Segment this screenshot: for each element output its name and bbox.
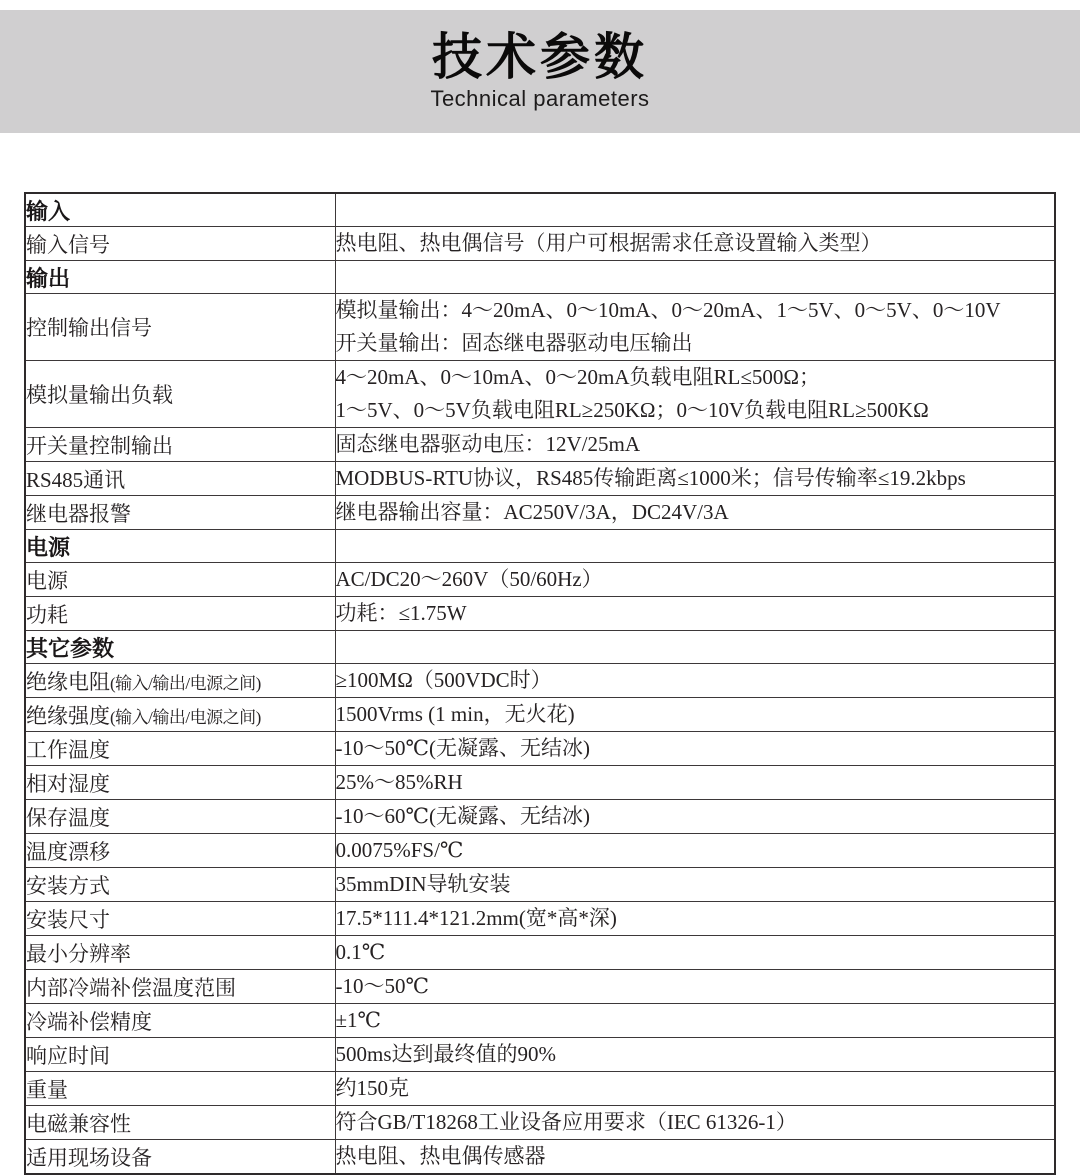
- param-value-line: 符合GB/T18268工业设备应用要求（IEC 61326-1）: [335, 1110, 797, 1134]
- param-label-cell: [25, 428, 335, 462]
- param-value-cell: [335, 462, 1055, 496]
- spec-row: [25, 428, 1055, 462]
- param-value-line: 开关量输出：固态继电器驱动电压输出: [335, 331, 693, 355]
- param-label: 继电器报警: [26, 501, 131, 526]
- param-value-cell: [335, 834, 1055, 868]
- param-label: 模拟量输出负载: [26, 383, 173, 407]
- param-label-note: (输入/输出/电源之间): [110, 707, 261, 727]
- param-value-line: 1～5V、0～5V负载电阻RL≥250KΩ；0～10V负载电阻RL≥500KΩ: [335, 398, 929, 422]
- param-value-line: 1500Vrms (1 min，无火花): [335, 702, 575, 726]
- spec-row: [25, 936, 1055, 970]
- param-value-cell: [335, 698, 1055, 732]
- param-value-line: MODBUS-RTU协议，RS485传输距离≤1000米；信号传输率≤19.2kbps: [335, 466, 966, 490]
- param-label-cell: [25, 1072, 335, 1106]
- param-label-cell: [25, 834, 335, 868]
- param-label-cell: [25, 563, 335, 597]
- param-value-cell: [335, 496, 1055, 530]
- param-value-line: 17.5*111.4*121.2mm(宽*高*深): [335, 906, 617, 930]
- param-label: 电磁兼容性: [26, 1111, 131, 1136]
- param-value-line: 继电器输出容量：AC250V/3A，DC24V/3A: [335, 500, 729, 524]
- param-value-line: -10～50℃: [335, 974, 429, 998]
- spec-row: [25, 664, 1055, 698]
- param-value-line: 500ms达到最终值的90%: [335, 1042, 556, 1066]
- param-label-cell: [25, 698, 335, 732]
- section-header-row: [25, 261, 1055, 294]
- param-value-line: 功耗：≤1.75W: [335, 601, 467, 625]
- section-header-row: [25, 193, 1055, 227]
- spec-row: [25, 698, 1055, 732]
- param-label-note: (输入/输出/电源之间): [110, 673, 261, 693]
- param-label: 重量: [26, 1077, 68, 1102]
- param-label-cell: [25, 631, 335, 664]
- param-value-cell: [335, 732, 1055, 766]
- spec-table: [24, 192, 1056, 1175]
- param-label-cell: [25, 193, 335, 227]
- title-banner: [0, 10, 1080, 133]
- param-value-cell: [335, 1106, 1055, 1140]
- spec-row: [25, 902, 1055, 936]
- param-label: 电源: [26, 568, 68, 593]
- param-value-cell: [335, 936, 1055, 970]
- param-label-cell: [25, 361, 335, 428]
- spec-row: [25, 834, 1055, 868]
- param-label: 电源: [26, 534, 71, 560]
- spec-row: [25, 496, 1055, 530]
- section-header-row: [25, 631, 1055, 664]
- spec-row: [25, 227, 1055, 261]
- param-value-cell: [335, 664, 1055, 698]
- param-label: RS485通讯: [26, 467, 126, 492]
- spec-row: [25, 1038, 1055, 1072]
- param-value-line: 4～20mA、0～10mA、0～20mA负载电阻RL≤500Ω；: [335, 365, 820, 389]
- param-value-cell: [335, 868, 1055, 902]
- param-value-line: 25%～85%RH: [335, 770, 463, 794]
- param-value-cell: [335, 800, 1055, 834]
- param-label-cell: [25, 1106, 335, 1140]
- param-value-cell: [335, 361, 1055, 428]
- param-label-cell: [25, 1004, 335, 1038]
- param-label-cell: [25, 800, 335, 834]
- spec-row: [25, 563, 1055, 597]
- param-value-line: AC/DC20～260V（50/60Hz）: [335, 567, 603, 591]
- param-label-cell: [25, 530, 335, 563]
- param-label-cell: [25, 732, 335, 766]
- param-value-cell: [335, 597, 1055, 631]
- param-value-cell: [335, 631, 1055, 664]
- param-label-cell: [25, 1140, 335, 1175]
- param-label-cell: [25, 868, 335, 902]
- param-label: 适用现场设备: [26, 1145, 152, 1170]
- page-subtitle: Technical parameters: [430, 85, 650, 111]
- param-value-cell: [335, 193, 1055, 227]
- spec-row: [25, 868, 1055, 902]
- spec-row: [25, 462, 1055, 496]
- param-label: 其它参数: [26, 635, 115, 661]
- param-label: 输入信号: [26, 232, 110, 257]
- param-label: 最小分辨率: [26, 941, 131, 966]
- param-value-line: 35mmDIN导轨安装: [335, 872, 511, 896]
- param-value-cell: [335, 563, 1055, 597]
- param-label: 绝缘强度: [26, 703, 110, 728]
- param-label-cell: [25, 462, 335, 496]
- spec-row: [25, 1106, 1055, 1140]
- param-value-line: 热电阻、热电偶信号（用户可根据需求任意设置输入类型）: [335, 231, 882, 255]
- param-label: 输出: [26, 265, 71, 291]
- param-label: 安装尺寸: [26, 907, 110, 932]
- param-label: 功耗: [26, 602, 68, 627]
- param-label-cell: [25, 664, 335, 698]
- param-label-cell: [25, 261, 335, 294]
- param-value-line: -10～50℃(无凝露、无结冰): [335, 736, 590, 760]
- param-value-cell: [335, 766, 1055, 800]
- param-label: 保存温度: [26, 805, 110, 830]
- param-label: 内部冷端补偿温度范围: [26, 975, 236, 1000]
- param-value-cell: [335, 261, 1055, 294]
- spec-row: [25, 732, 1055, 766]
- param-value-line: 0.0075%FS/℃: [335, 838, 464, 862]
- section-header-row: [25, 530, 1055, 563]
- spec-row: [25, 800, 1055, 834]
- param-label-cell: [25, 970, 335, 1004]
- param-label: 绝缘电阻: [26, 669, 110, 694]
- param-value-line: -10～60℃(无凝露、无结冰): [335, 804, 590, 828]
- param-label: 开关量控制输出: [26, 433, 173, 458]
- param-value-cell: [335, 1004, 1055, 1038]
- spec-table-body: [25, 193, 1055, 1174]
- param-label: 控制输出信号: [26, 316, 152, 340]
- param-value-cell: [335, 902, 1055, 936]
- param-value-line: 约150克: [335, 1076, 409, 1100]
- param-value-cell: [335, 970, 1055, 1004]
- spec-row: [25, 1004, 1055, 1038]
- param-value-cell: [335, 530, 1055, 563]
- param-label: 温度漂移: [26, 839, 110, 864]
- param-label-cell: [25, 1038, 335, 1072]
- param-label-cell: [25, 936, 335, 970]
- param-value-line: ≥100MΩ（500VDC时）: [335, 668, 552, 692]
- param-label: 安装方式: [26, 873, 110, 898]
- page-title: 技术参数: [432, 29, 648, 86]
- param-label-cell: [25, 597, 335, 631]
- param-label-cell: [25, 902, 335, 936]
- param-value-cell: [335, 1072, 1055, 1106]
- param-value-cell: [335, 294, 1055, 361]
- spec-row: [25, 766, 1055, 800]
- param-value-line: ±1℃: [335, 1008, 382, 1032]
- param-value-line: 热电阻、热电偶传感器: [335, 1144, 546, 1168]
- param-label: 冷端补偿精度: [26, 1009, 152, 1034]
- param-label-cell: [25, 766, 335, 800]
- spec-row: [25, 361, 1055, 428]
- param-value-cell: [335, 1038, 1055, 1072]
- technical-parameters-table: [24, 192, 1056, 1175]
- param-value-line: 模拟量输出：4～20mA、0～10mA、0～20mA、1～5V、0～5V、0～10V: [335, 298, 1001, 322]
- spec-row: [25, 1072, 1055, 1106]
- param-label: 输入: [26, 198, 71, 224]
- param-label: 响应时间: [26, 1043, 110, 1068]
- param-value-line: 0.1℃: [335, 940, 386, 964]
- spec-row: [25, 970, 1055, 1004]
- param-label-cell: [25, 496, 335, 530]
- spec-row: [25, 1140, 1055, 1175]
- param-label: 相对湿度: [26, 771, 110, 796]
- param-value-line: 固态继电器驱动电压：12V/25mA: [335, 432, 640, 456]
- param-value-cell: [335, 428, 1055, 462]
- param-value-cell: [335, 1140, 1055, 1175]
- spec-row: [25, 294, 1055, 361]
- spec-row: [25, 597, 1055, 631]
- param-label-cell: [25, 227, 335, 261]
- param-label-cell: [25, 294, 335, 361]
- param-value-cell: [335, 227, 1055, 261]
- param-label: 工作温度: [26, 737, 110, 762]
